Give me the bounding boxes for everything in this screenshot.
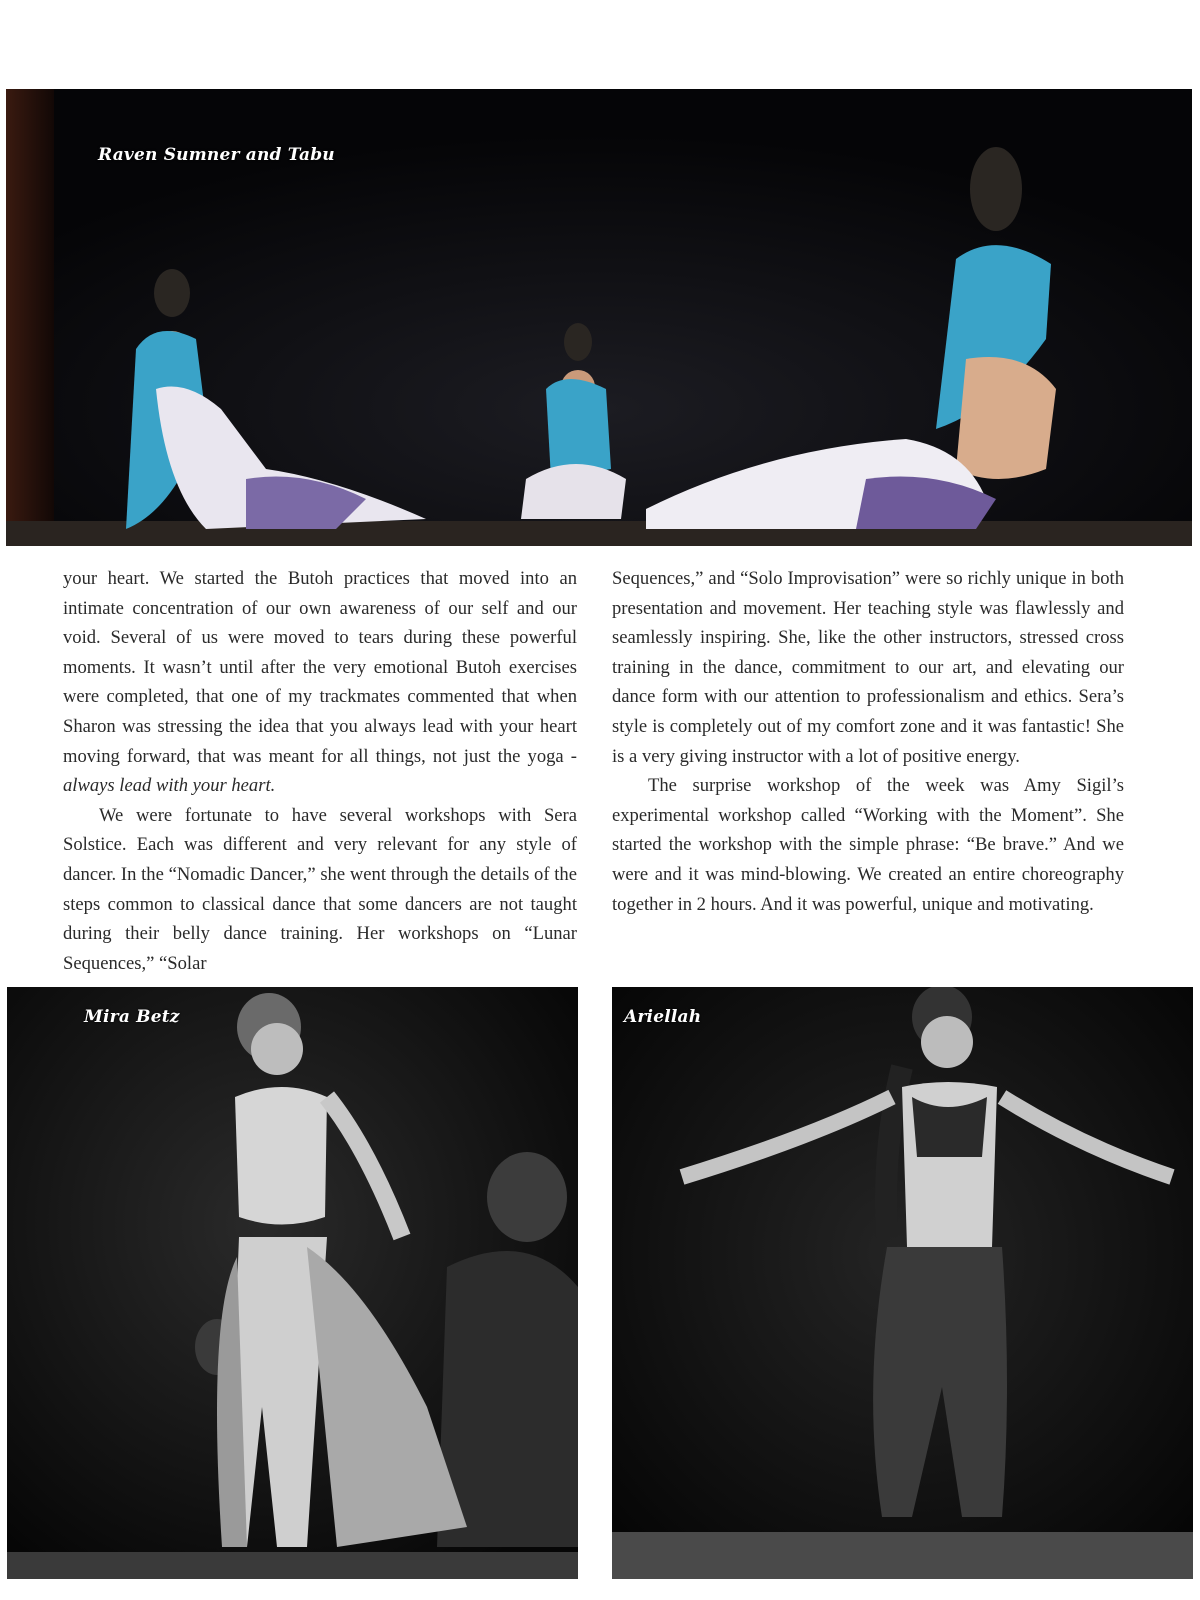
stage-floor xyxy=(7,1552,578,1579)
article-column-right xyxy=(612,564,1124,919)
photo-caption: Mira Betz xyxy=(84,1007,180,1027)
paragraph: Sequences,” and “Solo Improvisation” were so richly unique in both presentation and movement. Her teaching style was flawlessly and seamlessly inspiring. She, like the other instructors, stressed cross training in the dance, commitment to our art, and elevating our dance form with our attention to professionalism and ethics. Sera’s style is completely out of my comfort zone and it was fantastic! She is a very giving instructor with a lot of positive energy. xyxy=(612,568,1124,767)
paragraph xyxy=(63,564,577,801)
photo-mira-betz xyxy=(7,987,578,1579)
stage-curtain xyxy=(6,89,54,529)
stage-floor xyxy=(612,1532,1193,1579)
paragraph: The surprise workshop of the week was Amy Sigil’s experimental workshop called “Working with the Moment”. She started the workshop with the simple phrase: “Be brave.” And we were and it was mind-blowing. We created an entire choreography together in 2 hours. And it was powerful, unique and motivating. xyxy=(612,775,1124,915)
paragraph: We were fortunate to have several workshops with Sera Solstice. Each was different and very relevant for any style of dancer. In the “Nomadic Dancer,” she went through the details of the steps common to classical dance that some dancers are not taught during their belly dance training. Her workshops on “Lunar Sequences,” “Solar xyxy=(63,804,577,974)
paragraph-text: your heart. We started the Butoh practices that moved into an intimate concentration of our own awareness of our self and our void. Several of us were moved to tears during these powerful moments. It wasn’t until after the very emotional Butoh exercises were completed, that one of my trackmates commented that when Sharon was stressing the idea that you always lead with your heart moving forward, that was meant for all things, not just the yoga - xyxy=(63,568,577,767)
photo-caption: Raven Sumner and Tabu xyxy=(98,145,335,165)
photo-ariellah xyxy=(612,987,1193,1579)
article-column-left xyxy=(63,564,577,978)
dancer-photo-illustration xyxy=(7,987,578,1579)
stage-floor xyxy=(6,521,1192,546)
paragraph-emphasis: always lead with your heart. xyxy=(63,775,276,797)
photo-raven-sumner-and-tabu xyxy=(6,89,1192,546)
dancer-photo-illustration xyxy=(612,987,1193,1579)
photo-caption: Ariellah xyxy=(624,1007,702,1027)
